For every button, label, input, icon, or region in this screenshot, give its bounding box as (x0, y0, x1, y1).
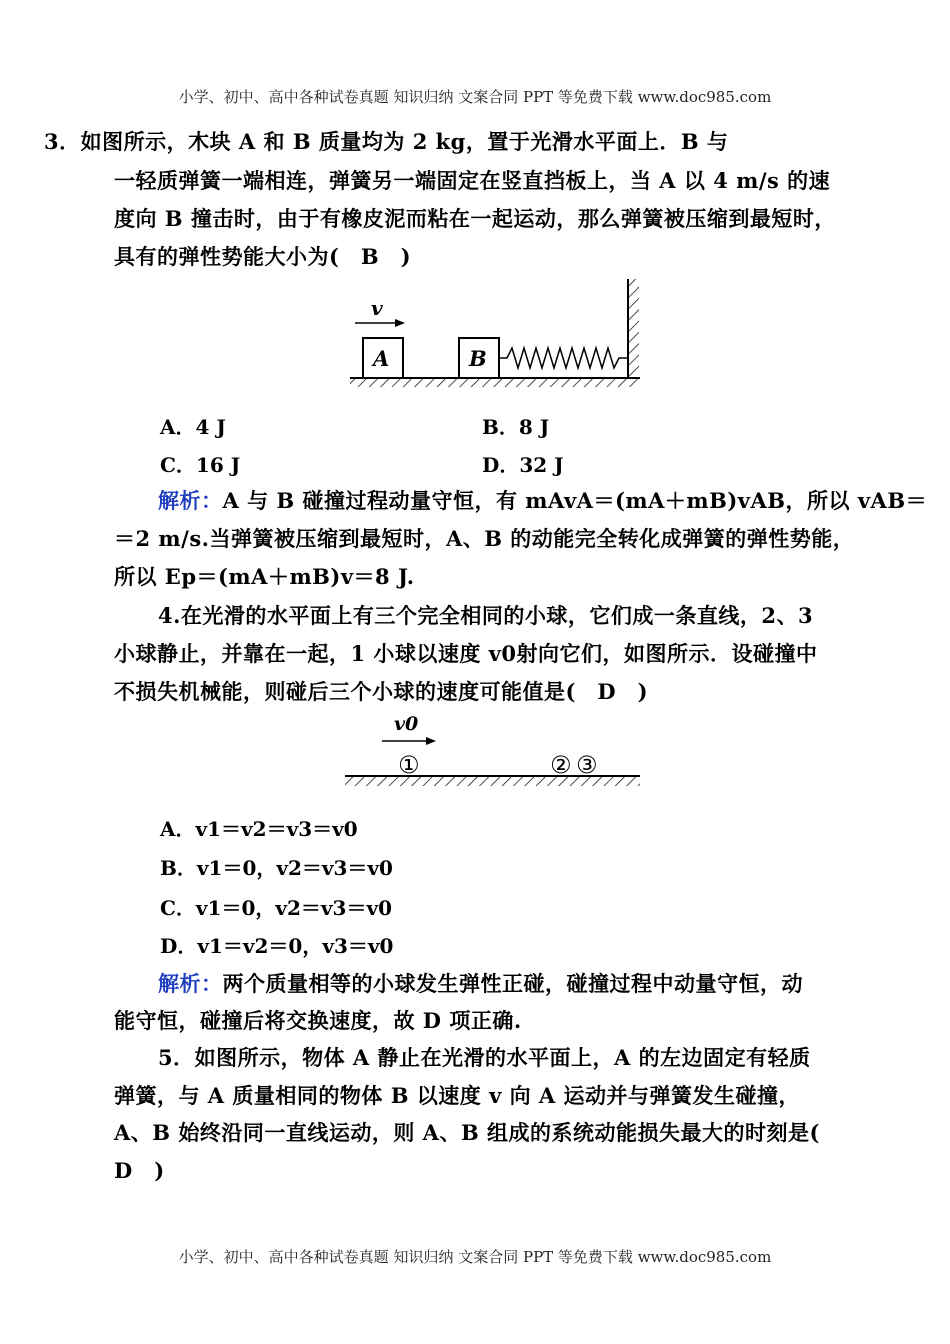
q4-line-1: 4.在光滑的水平面上有三个完全相同的小球，它们成一条直线，2、3 (158, 603, 814, 628)
q3-velocity-label: v (371, 296, 383, 320)
q5-line-4: D ) (114, 1158, 165, 1183)
footer-watermark: 小学、初中、高中各种试卷真题 知识归纳 文案合同 PPT 等免费下载 www.doc985.com (178, 1248, 772, 1266)
q4-arrowhead (426, 737, 436, 745)
q4-figure (340, 710, 645, 800)
q3-arrowhead (395, 319, 405, 327)
q3-block-b-label: B (469, 346, 487, 371)
q3-wall-hatch (628, 279, 639, 378)
q3-explanation-line-1 (158, 485, 927, 515)
q3-spring (499, 348, 628, 368)
q4-velocity-label: v0 (394, 713, 419, 735)
q4-line-3: 不损失机械能，则碰后三个小球的速度可能值是( D ) (114, 679, 649, 704)
q3-line-1: 3．如图所示，木块 A 和 B 质量均为 2 kg，置于光滑水平面上．B 与 (44, 129, 729, 154)
q5-line-3: A、B 始终沿同一直线运动，则 A、B 组成的系统动能损失最大的时刻是( (114, 1120, 820, 1145)
q4-option-a: A．v1＝v2＝v3＝v0 (160, 817, 358, 841)
q5-line-1: 5．如图所示，物体 A 静止在光滑的水平面上，A 的左边固定有轻质 (158, 1045, 811, 1070)
q4-explanation-label: 解析： (158, 971, 223, 996)
q3-option-b: B．8 J (482, 415, 550, 439)
q3-option-d: D．32 J (482, 453, 564, 477)
q4-line-2: 小球静止，并靠在一起，1 小球以速度 v0射向它们，如图所示．设碰撞中 (114, 641, 818, 666)
header-watermark: 小学、初中、高中各种试卷真题 知识归纳 文案合同 PPT 等免费下载 www.doc985.com (178, 88, 772, 106)
q3-option-a: A．4 J (160, 415, 226, 439)
q4-explanation-text-1: 两个质量相等的小球发生弹性正碰，碰撞过程中动量守恒，动 (222, 971, 803, 996)
q4-option-d: D．v1＝v2＝0，v3＝v0 (160, 934, 394, 958)
q4-explanation-line-1 (158, 968, 803, 998)
q4-ball-2: ② (550, 751, 572, 779)
q5-line-2: 弹簧，与 A 质量相同的物体 B 以速度 v 向 A 运动并与弹簧发生碰撞， (114, 1083, 801, 1108)
q3-line-2: 一轻质弹簧一端相连，弹簧另一端固定在竖直挡板上，当 A 以 4 m/s 的速 (114, 168, 831, 193)
q3-explanation-text-1: A 与 B 碰撞过程动量守恒，有 mAvA＝(mA＋mB)vAB，所以 vAB＝ (222, 488, 928, 513)
q3-block-a-label: A (373, 346, 390, 371)
q3-figure (345, 275, 645, 395)
q4-ball-1: ① (398, 751, 420, 779)
q4-ball-3: ③ (576, 751, 598, 779)
q4-option-c: C．v1＝0，v2＝v3＝v0 (160, 896, 392, 920)
q3-explanation-label: 解析： (158, 488, 223, 513)
q4-explanation-line-2: 能守恒，碰撞后将交换速度，故 D 项正确. (114, 1008, 522, 1033)
q3-explanation-line-3: 所以 Ep＝(mA＋mB)v＝8 J. (114, 564, 415, 589)
q3-line-4: 具有的弹性势能大小为( B ) (114, 244, 412, 269)
q3-line-3: 度向 B 撞击时，由于有橡皮泥而粘在一起运动，那么弹簧被压缩到最短时， (114, 206, 836, 231)
q4-option-b: B．v1＝0，v2＝v3＝v0 (160, 856, 393, 880)
q3-option-c: C．16 J (160, 453, 241, 477)
q3-ground-hatch (350, 378, 640, 387)
q3-explanation-line-2: ＝2 m/s.当弹簧被压缩到最短时，A、B 的动能完全转化成弹簧的弹性势能， (114, 526, 855, 551)
